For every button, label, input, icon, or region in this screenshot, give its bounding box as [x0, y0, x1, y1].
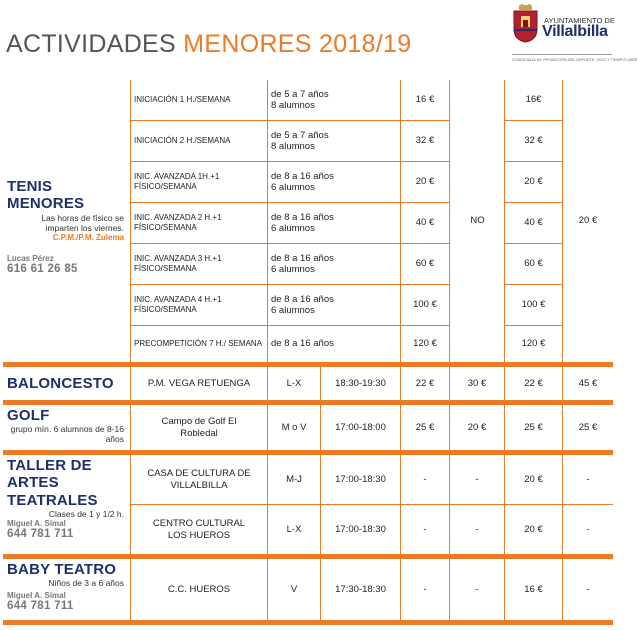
tenis-ages: de 5 a 7 años: [271, 88, 329, 100]
grid-line: [131, 161, 450, 162]
grid-line: [505, 243, 563, 244]
grid-line: [449, 367, 450, 400]
grid-line: [562, 80, 563, 362]
tenis-ages: de 5 a 7 años: [271, 129, 329, 141]
tenis-price1: 40 €: [415, 217, 435, 229]
grid-line: [400, 405, 401, 450]
golf-price1: 25 €: [415, 421, 435, 433]
grid-line: [505, 161, 563, 162]
baby-price2: -: [475, 583, 479, 595]
grid-line: [449, 80, 450, 362]
tenis-price3: 16€: [525, 94, 542, 106]
grid-line: [449, 405, 450, 450]
tenis-place: C.P.M./P.M. Zulema: [52, 232, 124, 242]
tenis-students: 6 alumnos: [271, 305, 315, 316]
baloncesto-time: 18:30-19:30: [335, 377, 386, 389]
grid-line: [400, 455, 401, 554]
baby-phone: 644 781 711: [7, 600, 74, 613]
grid-line: [505, 284, 563, 285]
grid-line: [130, 80, 131, 362]
grid-line: [320, 405, 321, 450]
tenis-ages-cell: [268, 285, 401, 325]
grid-line: [400, 559, 401, 620]
title-part1: ACTIVIDADES: [6, 30, 176, 58]
grid-line: [267, 455, 268, 554]
teatro-time: 17:00-18:30: [335, 523, 386, 535]
teatro-time: 17:00-18:30: [335, 473, 386, 485]
logo-department: CONCEJALÍA DE PROMOCIÓN DEL DEPORTE, OCIO Y TIEMPO LIBRE: [512, 58, 637, 62]
grid-line: [131, 243, 450, 244]
teatro-place: CASA DE CULTURA DE VILLALBILLA: [147, 468, 251, 491]
baloncesto-price4: 45 €: [578, 377, 598, 389]
teatro-contact: Miguel A. Simal: [7, 518, 66, 528]
teatro-price3: 20 €: [524, 523, 543, 535]
grid-line: [130, 405, 131, 450]
grid-line: [505, 325, 563, 326]
tenis-price3: 120 €: [521, 338, 546, 350]
teatro-note: Clases de 1 y 1/2 h.: [48, 508, 124, 519]
teatro-phone: 644 781 711: [7, 527, 74, 540]
logo-divider: [512, 54, 612, 55]
baby-time: 17:30-18:30: [335, 583, 386, 595]
teatro-price4: -: [586, 473, 590, 485]
page-title: [6, 30, 411, 59]
golf-days: M o V: [281, 421, 307, 433]
teatro-price2: -: [475, 523, 479, 535]
logo-town-name: Villalbilla: [542, 23, 608, 40]
grid-line: [320, 559, 321, 620]
golf-price2: 20 €: [467, 421, 487, 433]
coat-of-arms-icon: [512, 5, 539, 43]
teatro-price1: -: [423, 523, 427, 535]
tenis-ages-cell: [268, 162, 401, 202]
grid-line: [130, 559, 131, 620]
tenis-level: INIC. AVANZADA 4 H.+1 FÍSICO/SEMANA: [134, 295, 222, 314]
baby-place: C.C. HUEROS: [167, 583, 231, 595]
grid-line: [130, 367, 131, 400]
golf-name: GOLF: [7, 407, 50, 424]
teatro-price2: -: [475, 473, 479, 485]
tenis-contact: Lucas Pérez: [7, 253, 54, 263]
baloncesto-activity: [3, 367, 128, 400]
grid-line: [504, 405, 505, 450]
tenis-note: Las horas de físico se imparten los viernes.: [41, 212, 124, 233]
baby-note: Niños de 3 a 6 años: [48, 578, 124, 589]
grid-line: [505, 120, 563, 121]
golf-place: Campo de Golf El Robledal: [161, 416, 237, 439]
tenis-level: INIC. AVANZADA 3 H.+1 FÍSICO/SEMANA: [134, 254, 222, 273]
grid-line: [449, 559, 450, 620]
golf-price3: 25 €: [524, 421, 543, 433]
baby-price3: 16 €: [524, 583, 543, 595]
tenis-students: 6 alumnos: [271, 264, 315, 275]
tenis-no-cell: NO: [470, 215, 485, 227]
grid-line: [267, 367, 268, 400]
grid-line: [267, 559, 268, 620]
grid-line: [400, 80, 401, 362]
town-hall-logo: [510, 3, 637, 73]
grid-line: [320, 455, 321, 554]
teatro-price4: -: [586, 523, 590, 535]
grid-line: [562, 559, 563, 620]
teatro-name: TALLER DE ARTES TEATRALES: [7, 457, 98, 509]
grid-line: [504, 367, 505, 400]
tenis-students: 6 alumnos: [271, 182, 315, 193]
baloncesto-name: BALONCESTO: [7, 374, 114, 392]
baby-price4: -: [586, 583, 590, 595]
golf-activity: [3, 407, 128, 450]
grid-line: [504, 80, 505, 362]
activities-table: [3, 80, 613, 625]
tenis-level: INICIACIÓN 2 H./SEMANA: [134, 136, 231, 146]
baloncesto-price2: 30 €: [467, 377, 487, 389]
section-divider: [3, 620, 613, 625]
teatro-price1: -: [423, 473, 427, 485]
tenis-price1: 20 €: [415, 176, 435, 188]
baby-price1: -: [423, 583, 427, 595]
grid-line: [400, 367, 401, 400]
title-part2: MENORES 2018/19: [183, 30, 412, 58]
golf-price4: 25 €: [578, 421, 598, 433]
grid-line: [131, 202, 450, 203]
tenis-students: 6 alumnos: [271, 223, 315, 234]
baby-days: V: [290, 583, 298, 595]
tenis-name: TENIS MENORES: [7, 178, 85, 213]
grid-line: [131, 284, 450, 285]
grid-line: [267, 80, 268, 362]
tenis-ages: de 8 a 16 años: [271, 252, 334, 264]
tenis-ages: de 8 a 16 años: [271, 211, 334, 223]
tenis-level: INICIACIÓN 1 H./SEMANA: [134, 95, 231, 105]
baloncesto-place: P.M. VEGA RETUENGA: [147, 377, 251, 389]
baby-contact: Miguel A. Simal: [7, 591, 66, 601]
tenis-ages: de 8 a 16 años: [271, 170, 334, 182]
logo-line1: AYUNTAMIENTO DE: [544, 16, 615, 25]
tenis-price3: 32 €: [524, 135, 543, 147]
grid-line: [449, 455, 450, 554]
grid-line: [131, 504, 613, 505]
teatro-place: CENTRO CULTURAL LOS HUEROS: [152, 518, 246, 541]
tenis-ages-cell: [268, 121, 401, 161]
tenis-phone: 616 61 26 85: [7, 262, 78, 275]
grid-line: [130, 455, 131, 554]
teatro-activity: [3, 457, 128, 554]
tenis-ages: de 8 a 16 años: [271, 293, 334, 305]
tenis-price1: 120 €: [413, 338, 437, 350]
tenis-price1: 32 €: [415, 135, 435, 147]
tenis-students: 8 alumnos: [271, 100, 315, 111]
grid-line: [504, 455, 505, 554]
grid-line: [504, 559, 505, 620]
golf-time: 17:00-18:00: [335, 421, 386, 433]
teatro-days: L-X: [286, 523, 302, 535]
tenis-ages-cell: [268, 80, 401, 120]
tenis-ages-cell: [268, 326, 401, 362]
tenis-shared-price: 20 €: [578, 215, 598, 227]
baby-activity: [3, 561, 128, 620]
tenis-ages-cell: [268, 203, 401, 243]
grid-line: [320, 367, 321, 400]
grid-line: [562, 455, 563, 554]
grid-line: [505, 202, 563, 203]
grid-line: [562, 367, 563, 400]
teatro-days: M-J: [286, 473, 302, 485]
tenis-ages-cell: [268, 244, 401, 284]
grid-line: [562, 405, 563, 450]
tenis-level: INIC. AVANZADA 2 H.+1 FÍSICO/SEMANA: [134, 213, 222, 232]
tenis-price3: 40 €: [524, 217, 543, 229]
baby-name: BABY TEATRO: [7, 561, 117, 578]
tenis-activity: [3, 178, 128, 278]
tenis-price3: 100 €: [521, 299, 546, 311]
grid-line: [131, 325, 450, 326]
tenis-ages: de 8 a 16 años: [271, 338, 334, 350]
tenis-price1: 100 €: [413, 299, 437, 311]
tenis-students: 8 alumnos: [271, 141, 315, 152]
baloncesto-price1: 22 €: [415, 377, 435, 389]
baloncesto-days: L-X: [286, 377, 302, 389]
baloncesto-price3: 22 €: [524, 377, 543, 389]
tenis-price3: 20 €: [524, 176, 543, 188]
tenis-price3: 60 €: [524, 258, 543, 270]
grid-line: [131, 120, 450, 121]
golf-note: grupo mín. 6 alumnos de 8-16 años: [10, 424, 124, 445]
tenis-level: PRECOMPETICIÓN 7 H./ SEMANA: [134, 339, 263, 349]
tenis-price1: 60 €: [415, 258, 435, 270]
tenis-level: INIC. AVANZADA 1H.+1 FÍSICO/SEMANA: [134, 172, 220, 191]
tenis-price1: 16 €: [415, 94, 435, 106]
grid-line: [267, 405, 268, 450]
teatro-price3: 20 €: [524, 473, 543, 485]
